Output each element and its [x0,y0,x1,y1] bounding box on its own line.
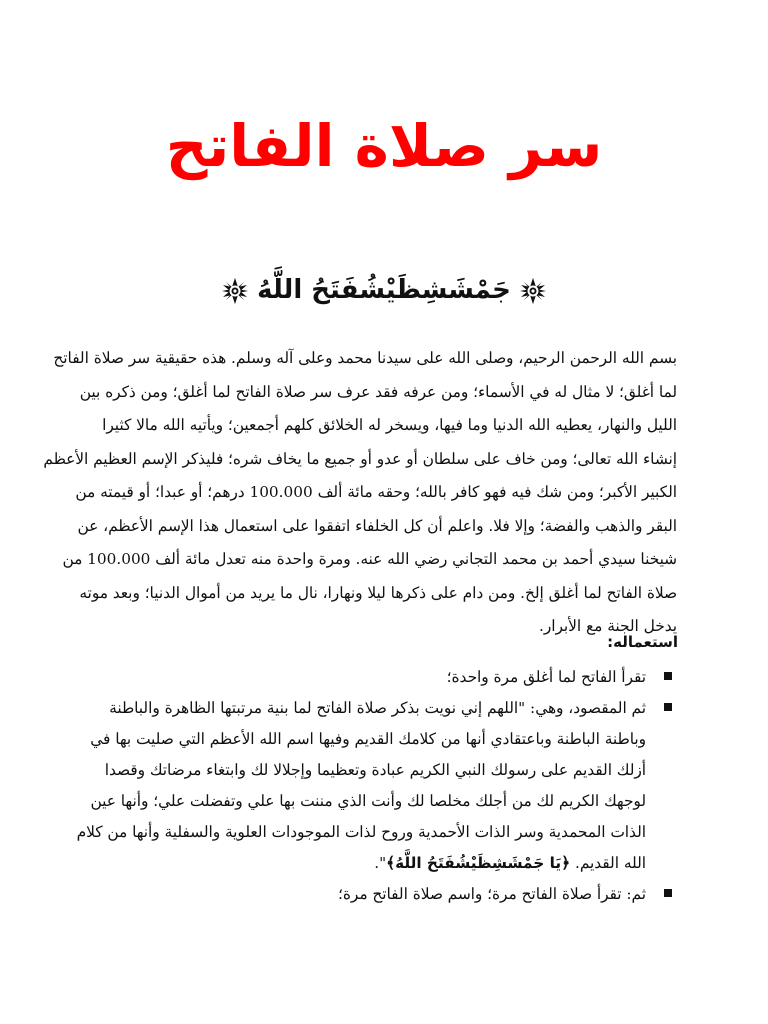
eight-pointed-star-ornament-icon [221,277,249,305]
last-line-prefix: الله القديم. [570,854,646,872]
paragraph-line: شيخنا سيدي أحمد بن محمد التجاني رضي الله عنه. ومرة واحدة منه تعدل مائة ألف 100.000 من [62,550,677,568]
list-item-line: وباطنة الباطنة وباعتقادي أنها من كلامك القديم وفيها اسم الله الأعظم التي صليت بها في [90,730,646,748]
list-item-last-line [88,848,646,879]
paragraph-line: الكبير الأكبر؛ ومن شك فيه فهو كافر بالله؛ وحقه مائة ألف 100.000 درهم؛ أو عبدا؛ أو قيمته من [75,483,677,501]
list-item [88,662,678,693]
usage-heading: استعماله: [607,633,678,651]
square-bullet-icon [664,672,672,680]
paragraph-line: الليل والنهار، يعطيه الله الدنيا وما فيها، ويسخر له الخلائق كلهم أجمعين؛ ويأتيه الله مالا كثيرا [102,416,677,434]
list-item-line: ثم: تقرأ صلاة الفاتح مرة؛ واسم صلاة الفاتح مرة؛ [338,885,646,903]
subtitle-row [0,268,768,314]
subtitle: جَمْشَشِظَيْشُفَتَحُ اللَّهُ [257,275,511,306]
last-line-suffix: ". [374,854,387,872]
paragraph-line: بسم الله الرحمن الرحيم، وصلى الله على سيدنا محمد وعلى آله وسلم. هذه حقيقية سر صلاة الفاتح [53,349,677,367]
page-title: سر صلاة الفاتح [165,112,603,180]
paragraph-line: البقر والذهب والفضة؛ وإلا فلا. واعلم أن كل الخلفاء اتفقوا على استعمال هذا الإسم الأعظم، عن [77,516,677,535]
paragraph-line: يدخل الجنة مع الأبرار. [538,617,677,635]
list-item [76,693,678,879]
paragraph-line: صلاة الفاتح لما أغلق إلخ. ومن دام على ذكرها ليلا ونهارا، نال ما يريد من أموال الدنيا؛ وبعد موته [79,583,677,602]
list-item [88,879,678,910]
list-item-line: الذات المحمدية وسر الذات الأحمدية وروح لذات الموجودات العلوية والسفلية وأنها من كلام [76,823,646,841]
paragraph-line: إنشاء الله تعالى؛ ومن خاف على سلطان أو عدو أو جميع ما يخاف شره؛ فليذكر الإسم العظيم الأعظم [43,449,677,468]
intro-paragraph [43,342,677,644]
square-bullet-icon [664,703,672,711]
usage-list [76,662,678,910]
invocation-name: ﴿يَا جَمْشَشِظَيْشُفَتَحُ اللَّهُ﴾ [386,854,571,872]
square-bullet-icon [664,889,672,897]
list-item-line: تقرأ الفاتح لما أغلق مرة واحدة؛ [446,668,646,686]
list-item-line: ثم المقصود، وهي: "اللهم إني نويت بذكر صلاة الفاتح لما بنية مرتبتها الظاهرة والباطنة [109,699,646,717]
list-item-line: أزلك القديم على رسولك النبي الكريم عبادة وتعظيما وإجلالا لك وابتغاء مرضاتك وقصدا [104,761,646,779]
eight-pointed-star-ornament-icon [519,277,547,305]
list-item-line: لوجهك الكريم لك من أجلك مخلصا لك وأنت الذي مننت بها علي وتفضلت علي؛ وأنها عين [90,792,646,810]
paragraph-line: لما أغلق؛ لا مثال له في الأسماء؛ ومن عرفه فقد عرف سر صلاة الفاتح لما أغلق؛ ومن ذكره بين [79,382,677,401]
